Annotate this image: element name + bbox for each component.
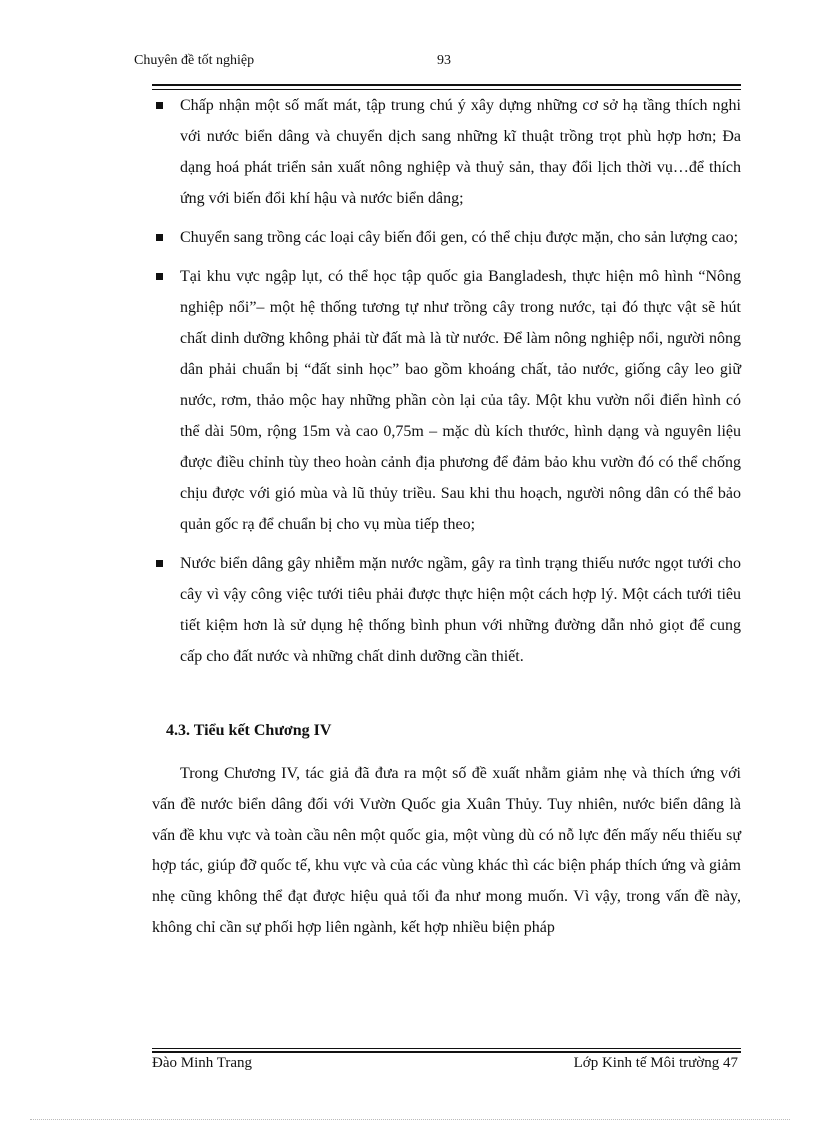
section-heading: 4.3. Tiểu kết Chương IV [166,722,332,739]
running-header-title: Chuyên đề tốt nghiệp [134,53,255,68]
square-bullet-icon [156,560,163,567]
footer-author: Đào Minh Trang [152,1055,253,1071]
list-item [152,90,741,214]
section-paragraph: Trong Chương IV, tác giả đã đưa ra một số đề xuất nhằm giảm nhẹ và thích ứng với vấn đề nước biển dâng đối với Vườn Quốc gia Xuân Thủy. Tuy nhiên, nước biển dâng là vấn đề khu vực và toàn cầu nên một quốc gia, một vùng dù có nỗ lực đến mấy nếu thiếu sự hợp tác, giúp đỡ quốc tế, khu vực và của các vùng khác thì các biện pháp thích ứng và giảm nhẹ cũng không thể đạt được hiệu quả tối đa như mong muốn. Vì vậy, trong vấn đề này, không chỉ cần sự phối hợp liên ngành, kết hợp nhiều biện pháp [152,765,741,936]
footer-class: Lớp Kinh tế Môi trường 47 [573,1055,738,1071]
header-rule-thick [152,84,741,86]
page-edge-divider [30,1119,790,1120]
list-item-text: Tại khu vực ngập lụt, có thể học tập quốc gia Bangladesh, thực hiện mô hình “Nông nghiệp nổi”– một hệ thống tương tự như trồng cây trong nước, tại đó thực vật sẽ hút chất dinh dưỡng không phải từ đất mà là từ nước. Để làm nông nghiệp nổi, người nông dân phải chuẩn bị “đất sinh học” bao gồm khoáng chất, tảo nước, giống cây leo giữ nước, rơm, thảo mộc hay những phần còn lại của tây. Một khu vườn nổi điển hình có thể dài 50m, rộng 15m và cao 0,75m – mặc dù kích thước, hình dạng và nguyên liệu được điều chỉnh tùy theo hoàn cảnh địa phương để đảm bảo khu vườn đó có thể chống chịu được với gió mùa và lũ thủy triều. Sau khi thu hoạch, người nông dân có thể bảo quản gốc rạ để chuẩn bị cho vụ mùa tiếp theo; [180,268,741,533]
list-item-text: Nước biển dâng gây nhiễm mặn nước ngầm, gây ra tình trạng thiếu nước ngọt tưới cho cây vì vậy công việc tưới tiêu phải được thực hiện một cách hợp lý. Một cách tưới tiêu tiết kiệm hơn là sử dụng hệ thống bình phun với những đường dẫn nhỏ giọt để cung cấp cho đất nước và những chất dinh dưỡng cần thiết. [180,555,741,665]
footer-rule-thick [152,1051,741,1053]
square-bullet-icon [156,273,163,280]
bullet-list [152,90,741,672]
list-item [152,261,741,540]
page-body [152,90,741,944]
list-item [152,222,741,253]
footer-rule-thin [152,1048,741,1049]
square-bullet-icon [156,234,163,241]
list-item-text: Chấp nhận một số mất mát, tập trung chú ý xây dựng những cơ sở hạ tầng thích nghi với nước biển dâng và chuyển dịch sang những kĩ thuật trồng trọt phù hợp hơn; Đa dạng hoá phát triển sản xuất nông nghiệp và thuỷ sản, thay đổi lịch thời vụ…để thích ứng với biến đổi khí hậu và nước biển dâng; [180,97,741,207]
list-item-text: Chuyển sang trồng các loại cây biến đổi gen, có thể chịu được mặn, cho sản lượng cao; [180,229,739,246]
list-item [152,548,741,672]
square-bullet-icon [156,102,163,109]
page-number: 93 [437,53,451,68]
